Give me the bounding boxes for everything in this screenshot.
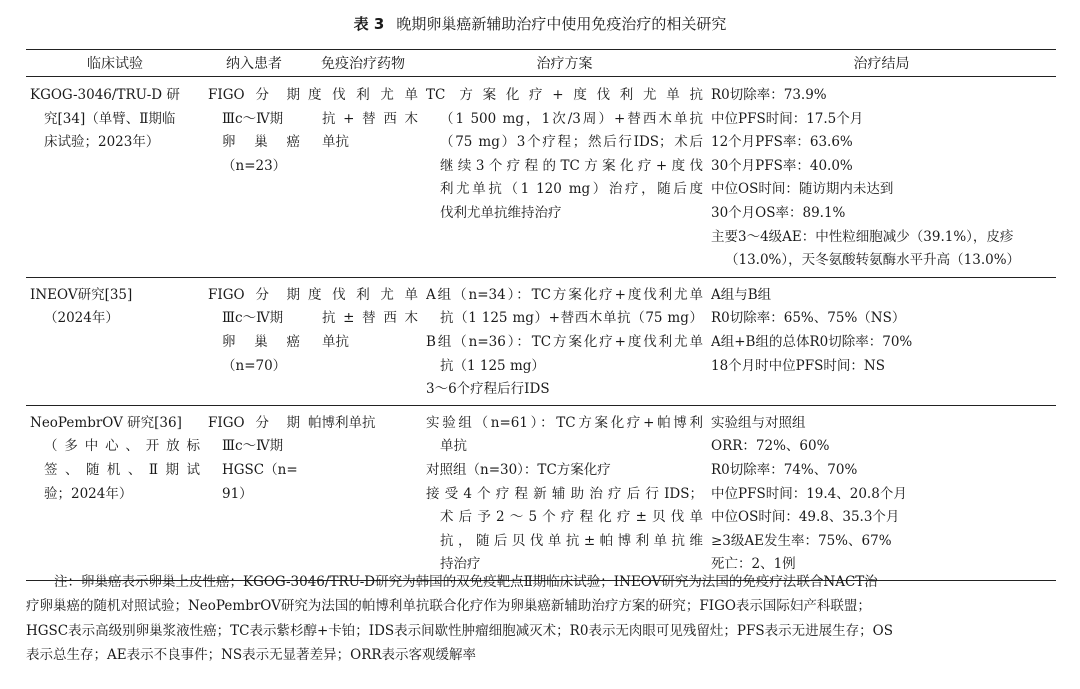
cell-outcome [707, 405, 1056, 580]
cell-line: 中位PFS时间：17.5个月 [711, 110, 864, 127]
cell-line: 18个月时中位PFS时间：NS [711, 357, 885, 374]
cell-line: ORR：72%、60% [711, 438, 830, 455]
cell-line: KGOG-3046/TRU-D 研 [30, 87, 180, 103]
cell-line: 抗（1 125 mg）+替西木单抗（75 mg） [440, 310, 703, 327]
cell-line: FIGO 分 期 [208, 286, 300, 303]
cell-line: 12个月PFS率：63.6% [711, 134, 853, 151]
cell-line: （n=70） [222, 357, 287, 374]
cell-line: （2024年） [44, 310, 119, 327]
cell-line: ≥3级AE发生率：75%、67% [711, 532, 892, 549]
header-patients: 纳入患者 [204, 50, 304, 77]
table-caption [0, 14, 1080, 34]
studies-table [26, 49, 1056, 581]
cell-line: 3～6个疗程后行IDS [426, 381, 550, 398]
cell-line: （n=23） [222, 157, 287, 174]
cell-patients [204, 77, 304, 278]
cell-regimen [422, 277, 707, 405]
cell-line: 单抗 [322, 134, 349, 151]
cell-line: （75 mg）3个疗程；然后行IDS；术后 [440, 134, 703, 151]
cell-drug [304, 277, 422, 405]
cell-line: 度伐利尤单 [308, 286, 418, 303]
cell-line: 继续3个疗程的TC方案化疗+度伐 [440, 157, 703, 174]
note-line: 表示总生存；AE表示不良事件；NS表示无显著差异；ORR表示客观缓解率 [26, 647, 477, 664]
cell-line: 30个月OS率：89.1% [711, 204, 846, 221]
table-row [26, 277, 1056, 405]
cell-line: A组+B组的总体R0切除率：70% [711, 333, 913, 350]
header-trial: 临床试验 [26, 50, 204, 77]
cell-line: 91） [222, 485, 253, 502]
cell-line: HGSC（n= [222, 461, 298, 478]
cell-regimen [422, 77, 707, 278]
cell-line: （1 500 mg，1次/3周）+替西木单抗 [440, 110, 703, 127]
cell-line: INEOV研究[35] [30, 286, 133, 303]
cell-line: A组（n=34）：TC方案化疗+度伐利尤单 [426, 286, 703, 303]
cell-line: 术后予2～5个疗程化疗±贝伐单 [440, 509, 703, 526]
cell-line: 签、随机、Ⅱ期试 [44, 461, 200, 478]
cell-line: FIGO 分 期 [208, 87, 300, 103]
header-drug: 免疫治疗药物 [304, 50, 422, 77]
cell-line: 30个月PFS率：40.0% [711, 157, 853, 174]
cell-line: 床试验；2023年） [44, 134, 160, 151]
cell-line: B组（n=36）：TC方案化疗+度伐利尤单 [426, 333, 703, 350]
cell-line: （13.0%），天冬氨酸转氨酶水平升高（13.0%） [725, 252, 1021, 269]
cell-patients [204, 405, 304, 580]
cell-line: 抗（1 125 mg） [440, 357, 545, 374]
cell-patients [204, 277, 304, 405]
cell-line: 持治疗 [440, 556, 481, 573]
cell-line: 实验组（n=61）：TC方案化疗+帕博利 [426, 414, 703, 431]
cell-line: A组与B组 [711, 286, 772, 303]
cell-regimen [422, 405, 707, 580]
cell-trial [26, 405, 204, 580]
cell-line: 中位PFS时间：19.4、20.8个月 [711, 485, 907, 502]
cell-line: 伐利尤单抗维持治疗 [440, 204, 562, 221]
cell-drug [304, 77, 422, 278]
cell-line: 卵 巢 癌 [222, 134, 300, 151]
caption-text: 晚期卵巢癌新辅助治疗中使用免疫治疗的相关研究 [396, 15, 727, 33]
cell-line: 单抗 [322, 333, 349, 350]
cell-drug [304, 405, 422, 580]
cell-line: 验；2024年） [44, 485, 133, 502]
cell-line: 帕博利单抗 [308, 414, 376, 431]
table-row [26, 405, 1056, 580]
cell-line: 度伐利尤单 [308, 87, 418, 103]
cell-line: Ⅲc～Ⅳ期 [222, 110, 284, 127]
cell-line: 利尤单抗（1 120 mg）治疗，随后度 [440, 181, 703, 198]
cell-outcome [707, 277, 1056, 405]
table-row [26, 77, 1056, 278]
cell-outcome [707, 77, 1056, 278]
cell-line: NeoPembrOV 研究[36] [30, 414, 182, 431]
cell-line: FIGO 分 期 [208, 414, 300, 431]
cell-line: 卵 巢 癌 [222, 333, 300, 350]
cell-line: R0切除率：65%、75%（NS） [711, 310, 906, 327]
cell-line: 对照组（n=30）：TC方案化疗 [426, 461, 611, 478]
cell-line: 单抗 [440, 438, 467, 455]
cell-line: R0切除率：74%、70% [711, 461, 858, 478]
table-notes [26, 570, 1056, 668]
note-line: HGSC表示高级别卵巢浆液性癌；TC表示紫杉醇+卡铂；IDS表示间歇性肿瘤细胞减灭术；R0表示无肉眼可见残留灶；PFS表示无进展生存；OS [26, 622, 893, 639]
cell-line: （多中心、开放标 [44, 438, 200, 455]
cell-trial [26, 277, 204, 405]
cell-line: 中位OS时间：49.8、35.3个月 [711, 509, 900, 526]
cell-line: Ⅲc～Ⅳ期 [222, 310, 284, 327]
cell-line: 抗±替西木 [322, 310, 418, 327]
cell-line: 实验组与对照组 [711, 414, 806, 431]
cell-line: 抗+替西木 [322, 110, 418, 127]
cell-line: 究[34]（单臂、Ⅱ期临 [44, 110, 176, 127]
cell-line: 中位OS时间：随访期内未达到 [711, 181, 894, 198]
cell-line: 主要3～4级AE：中性粒细胞减少（39.1%），皮疹 [711, 228, 1014, 245]
caption-number: 表 3 [353, 15, 385, 33]
note-line: 疗卵巢癌的随机对照试验；NeoPembrOV研究为法国的帕博利单抗联合化疗作为卵巢癌新辅助治疗方案的研究；FIGO表示国际妇产科联盟； [26, 598, 871, 615]
cell-trial [26, 77, 204, 278]
header-row [26, 50, 1056, 77]
cell-line: 抗，随后贝伐单抗±帕博利单抗维 [440, 532, 703, 549]
cell-line: 接受4个疗程新辅助治疗后行IDS； [426, 485, 703, 502]
cell-line: Ⅲc～Ⅳ期 [222, 438, 284, 455]
cell-line: TC 方案化疗+度伐利尤单抗 [426, 87, 703, 103]
cell-line: R0切除率：73.9% [711, 87, 827, 103]
header-regimen: 治疗方案 [422, 50, 707, 77]
cell-line: 死亡：2、1例 [711, 556, 796, 573]
note-line: 注：卵巢癌表示卵巢上皮性癌；KGOG-3046/TRU-D研究为韩国的双免疫靶点Ⅱ期临床试验；INEOV研究为法国的免疫疗法联合NACT治 [54, 574, 878, 590]
header-outcome: 治疗结局 [707, 50, 1056, 77]
